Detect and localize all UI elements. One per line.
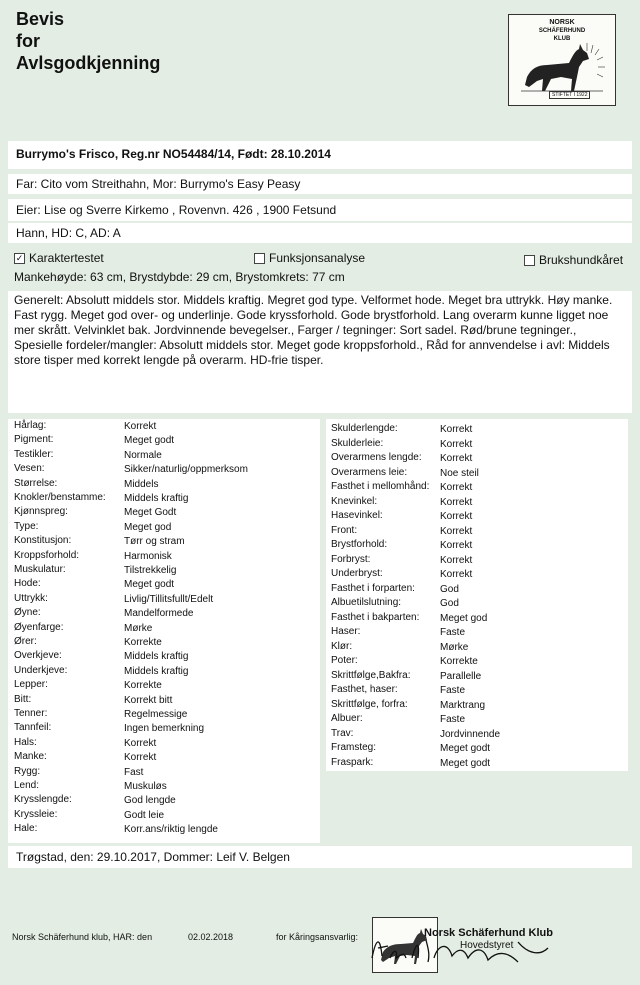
trait-value: Harmonisk <box>124 550 172 562</box>
trait-value: Jordvinnende <box>440 728 501 740</box>
trait-value: Korrekt <box>440 554 473 566</box>
trait-label: Hasevinkel: <box>331 510 383 521</box>
trait-label: Skrittfølge,Bakfra: <box>331 669 411 681</box>
trait-label: Størrelse: <box>14 477 58 489</box>
trait-label: Overarmens leie: <box>331 466 408 478</box>
trait-value: Meget godt <box>440 743 491 754</box>
trait-value: Middels kraftig <box>124 493 189 504</box>
title-line-2: for <box>16 31 40 51</box>
trait-value: Tilstrekkelig <box>124 565 177 576</box>
check-label: Brukshundkåret <box>539 253 624 267</box>
trait-value: Tørr og stram <box>124 536 185 548</box>
trait-value: Faste <box>440 714 466 725</box>
trait-value: Ingen bemerkning <box>124 723 205 735</box>
trait-label: Manke: <box>14 751 47 763</box>
trait-label: Krysslengde: <box>14 794 72 806</box>
dog-icon <box>517 41 607 93</box>
club-logo <box>508 14 616 106</box>
trait-label: Pigment: <box>14 434 54 446</box>
trait-label: Muskulatur: <box>14 564 66 575</box>
checkbox-icon[interactable] <box>254 253 265 264</box>
trait-label: Klør: <box>331 640 353 652</box>
trait-value: Meget god <box>440 612 488 624</box>
trait-value: Korrekt bitt <box>124 694 173 706</box>
trait-label: Albuer: <box>331 713 363 724</box>
footer-club: Norsk Schäferhund klub, HAR: den <box>12 932 153 942</box>
parents-band <box>8 174 632 194</box>
trait-value: Parallelle <box>440 670 482 682</box>
trait-value: Korrekte <box>124 680 162 692</box>
trait-value: Korrekt <box>440 438 473 450</box>
check-brukshundkaret[interactable] <box>524 253 623 267</box>
stamp-board: Hovedstyret <box>460 940 514 951</box>
description-text: Generelt: Absolutt middels stor. Middels kraftig. Megret god type. Velformet hode. Meget bra uttrykk. Høy manke. Fast rygg. Meget god over- og underlinje. Gode kryssforhold. Gode brystforhold. Lang overarm kunne ligget noe mer skrått. Velvinklet bak. Jordvinnende bevegelser., Farger / tegninger: Sort sadel. Rød/brune tegninger., Spesielle fordeler/mangler: Absolutt middels stor. Meget gode kroppsforhold., Råd for annvendelse i avl: Middels store tisper med korrekt lengde på overarm. HD-frie tisper. <box>14 293 613 367</box>
judge-line: Trøgstad, den: 29.10.2017, Dommer: Leif V. Belgen <box>16 850 290 864</box>
trait-value: Korrekt <box>440 424 473 435</box>
title-line-3: Avlsgodkjenning <box>16 53 161 73</box>
trait-label: Trav: <box>331 727 354 739</box>
trait-label: Bitt: <box>14 693 32 705</box>
check-label: Karaktertestet <box>29 251 104 265</box>
trait-label: Hårlag: <box>14 420 47 431</box>
trait-value: Middels kraftig <box>124 651 189 663</box>
trait-value: Middels <box>124 478 159 490</box>
trait-value: Mørke <box>124 622 153 634</box>
trait-value: Korrekt <box>124 752 157 764</box>
trait-label: Type: <box>14 520 39 532</box>
check-label: Funksjonsanalyse <box>269 251 366 265</box>
trait-label: Fasthet, haser: <box>331 684 398 695</box>
trait-label: Skulderleie: <box>331 437 384 449</box>
trait-label: Hale: <box>14 823 38 835</box>
trait-value: Meget godt <box>124 435 175 447</box>
trait-label: Lepper: <box>14 679 48 691</box>
trait-value: Meget godt <box>440 757 491 769</box>
trait-value: Korrekt <box>440 482 473 493</box>
trait-label: Hode: <box>14 578 41 590</box>
trait-label: Kroppsforhold: <box>14 549 80 561</box>
trait-label: Tenner: <box>14 708 48 719</box>
trait-value: Muskuløs <box>124 781 167 792</box>
trait-value: Godt leie <box>124 809 165 821</box>
document-title <box>16 8 160 74</box>
check-funksjonsanalyse[interactable] <box>254 251 365 265</box>
trait-value: Noe steil <box>440 467 479 479</box>
title-line-1: Bevis <box>16 9 65 29</box>
checkbox-icon[interactable] <box>524 255 535 266</box>
trait-label: Testikler: <box>14 448 54 460</box>
checkbox-icon[interactable]: ✓ <box>15 253 24 264</box>
trait-label: Underbryst: <box>331 568 383 579</box>
trait-label: Lend: <box>14 780 40 791</box>
trait-label: Knevinkel: <box>331 495 378 507</box>
trait-label: Vesen: <box>14 463 45 475</box>
footer-responsible: for Kåringsansvarlig: <box>276 932 359 942</box>
trait-label: Forbryst: <box>331 553 371 565</box>
trait-value: Sikker/naturlig/oppmerksom <box>124 464 248 476</box>
trait-label: Kjønnspreg: <box>14 506 68 518</box>
owner: Eier: Lise og Sverre Kirkemo , Rovenvn. 426 , 1900 Fetsund <box>16 203 337 217</box>
trait-value: Faste <box>440 627 466 638</box>
trait-value: Meget god <box>124 521 172 533</box>
sex-band <box>8 223 632 243</box>
trait-label: Brystforhold: <box>331 539 388 550</box>
signature-icon <box>368 918 588 970</box>
trait-label: Rygg: <box>14 765 41 777</box>
trait-value: Meget godt <box>124 579 175 591</box>
trait-value: Marktrang <box>440 699 486 711</box>
trait-label: Poter: <box>331 655 358 666</box>
trait-label: Fasthet i bakparten: <box>331 611 420 623</box>
owner-band <box>8 199 632 221</box>
footer-date: 02.02.2018 <box>188 932 234 942</box>
trait-label: Uttrykk: <box>14 592 48 604</box>
parents: Far: Cito vom Streithahn, Mor: Burrymo's Easy Peasy <box>16 177 301 191</box>
trait-label: Konstitusjon: <box>14 535 72 547</box>
trait-value: Korrekte <box>440 656 478 667</box>
judge-band <box>8 846 632 868</box>
trait-value: Regelmessige <box>124 709 188 720</box>
trait-label: Tannfeil: <box>14 722 52 734</box>
logo-founded: STIFTET I 1922 <box>549 91 590 99</box>
trait-label: Overkjeve: <box>14 650 62 662</box>
trait-value: Korrekt <box>124 421 157 432</box>
trait-value: Meget Godt <box>124 507 177 519</box>
trait-value: Korrekt <box>124 737 157 749</box>
trait-label: Skrittfølge, forfra: <box>331 698 408 710</box>
logo-text-3: KLUB <box>553 36 571 42</box>
trait-value: God <box>440 598 459 609</box>
dog-name-band <box>8 141 632 169</box>
trait-value: Korrekt <box>440 569 473 580</box>
trait-label: Overarmens lengde: <box>331 452 422 463</box>
trait-label: Underkjeve: <box>14 664 68 676</box>
trait-value: Normale <box>124 449 162 461</box>
trait-value: Korrekt <box>440 496 473 508</box>
trait-value: Fast <box>124 766 144 778</box>
trait-label: Haser: <box>331 626 361 637</box>
stamp-club: Norsk Schäferhund Klub <box>424 927 553 939</box>
trait-label: Fasthet i mellomhånd: <box>331 481 430 492</box>
description-box <box>8 291 632 413</box>
dog-name: Burrymo's Frisco, Reg.nr NO54484/14, Født: 28.10.2014 <box>16 147 331 161</box>
trait-label: Kryssleie: <box>14 808 58 820</box>
trait-label: Øyne: <box>14 607 41 619</box>
trait-label: Hals: <box>14 736 37 748</box>
trait-value: Korrekt <box>440 511 473 522</box>
trait-label: Fasthet i forparten: <box>331 582 415 594</box>
measurements: Mankehøyde: 63 cm, Brystdybde: 29 cm, Brystomkrets: 77 cm <box>14 270 345 284</box>
trait-label: Ører: <box>14 636 37 647</box>
logo-text-2: SCHÄFERHUND <box>538 28 586 34</box>
trait-value: God lengde <box>124 795 176 807</box>
trait-value: Mandelformede <box>124 608 194 620</box>
trait-value: Korrekte <box>124 637 162 648</box>
sex-hd-ad: Hann, HD: C, AD: A <box>16 226 121 240</box>
trait-value: Korrekt <box>440 453 473 464</box>
trait-label: Skulderlengde: <box>331 423 398 434</box>
trait-value: Mørke <box>440 641 469 653</box>
trait-label: Knokler/benstamme: <box>14 492 106 503</box>
trait-value: Korr.ans/riktig lengde <box>124 824 218 836</box>
trait-label: Front: <box>331 524 358 536</box>
trait-value: Middels kraftig <box>124 665 189 677</box>
check-karaktertestet[interactable] <box>14 251 104 265</box>
trait-value: Korrekt <box>440 525 473 537</box>
trait-value: Faste <box>440 685 466 696</box>
trait-value: Korrekt <box>440 540 473 551</box>
trait-value: God <box>440 583 459 595</box>
trait-label: Fraspark: <box>331 756 374 768</box>
trait-value: Livlig/Tillitsfullt/Edelt <box>124 593 214 605</box>
trait-label: Framsteg: <box>331 742 377 753</box>
trait-label: Øyenfarge: <box>14 621 64 633</box>
logo-text-1: NORSK <box>549 19 575 26</box>
trait-label: Albuetilslutning: <box>331 597 402 608</box>
